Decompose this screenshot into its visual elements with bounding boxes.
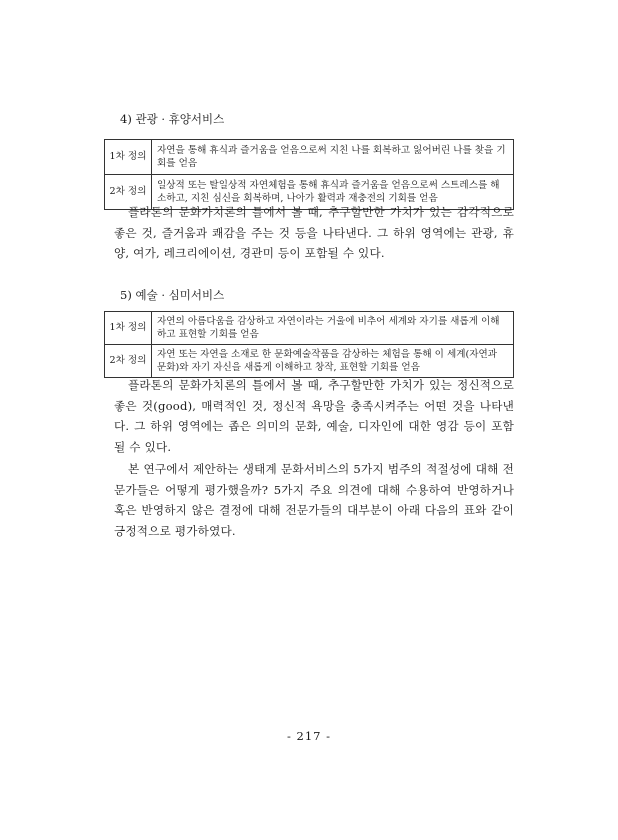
definition-text: 일상적 또는 탈일상적 자연체험을 통해 휴식과 즐거움을 얻음으로써 스트레스를 해소하고, 지친 심신을 회복하며, 나아가 활력과 재충전의 기회를 얻음 xyxy=(152,175,514,210)
page-number: - 217 - xyxy=(286,729,332,743)
definition-label: 2차 정의 xyxy=(105,345,152,378)
closing-paragraph: 본 연구에서 제안하는 생태계 문화서비스의 5가지 범주의 적절성에 대해 전문가들은 어떻게 평가했을까? 5가지 주요 의견에 대해 수용하여 반영하거나 혹은 반영하지 않은 결정에 대해 전문가들의 대부분이 아래 다음의 표와 같이 긍정적으로 평가하였다. xyxy=(114,462,514,538)
definition-table-tourism xyxy=(104,139,514,210)
definition-label: 1차 정의 xyxy=(105,312,152,345)
table-row xyxy=(105,345,514,378)
paragraph-arts: 플라톤의 문화가치론의 틀에서 볼 때, 추구할만한 가치가 있는 정신적으로 좋은 것(good), 매력적인 것, 정신적 욕망을 충족시켜주는 어떤 것을 나타낸다. 그 하위 영역에는 좁은 의미의 문화, 예술, 디자인에 대한 영감 등이 포함될 수 있다. xyxy=(114,378,514,454)
section-heading-tourism: 4) 관광 · 휴양서비스 xyxy=(120,112,225,126)
definition-text: 자연을 통해 휴식과 즐거움을 얻음으로써 지친 나를 회복하고 잃어버린 나를 찾을 기회를 얻음 xyxy=(152,140,514,175)
definition-label: 2차 정의 xyxy=(105,175,152,210)
definition-text: 자연 또는 자연을 소재로 한 문화예술작품을 감상하는 체험을 통해 이 세계(자연과 문화)와 자기 자신을 새롭게 이해하고 창작, 표현할 기회를 얻음 xyxy=(152,345,514,378)
section-heading-arts: 5) 예술 · 심미서비스 xyxy=(120,288,225,302)
definition-label: 1차 정의 xyxy=(105,140,152,175)
definition-table-arts xyxy=(104,311,514,378)
table-row xyxy=(105,312,514,345)
definition-text: 자연의 아름다움을 감상하고 자연이라는 거울에 비추어 세계와 자기를 새롭게 이해하고 표현할 기회를 얻음 xyxy=(152,312,514,345)
table-row xyxy=(105,140,514,175)
paragraph-tourism: 플라톤의 문화가치론의 틀에서 볼 때, 추구할만한 가치가 있는 감각적으로 좋은 것, 즐거움과 쾌감을 주는 것 등을 나타낸다. 그 하위 영역에는 관광, 휴양, 여가, 레크리에이션, 경관미 등이 포함될 수 있다. xyxy=(114,205,514,260)
